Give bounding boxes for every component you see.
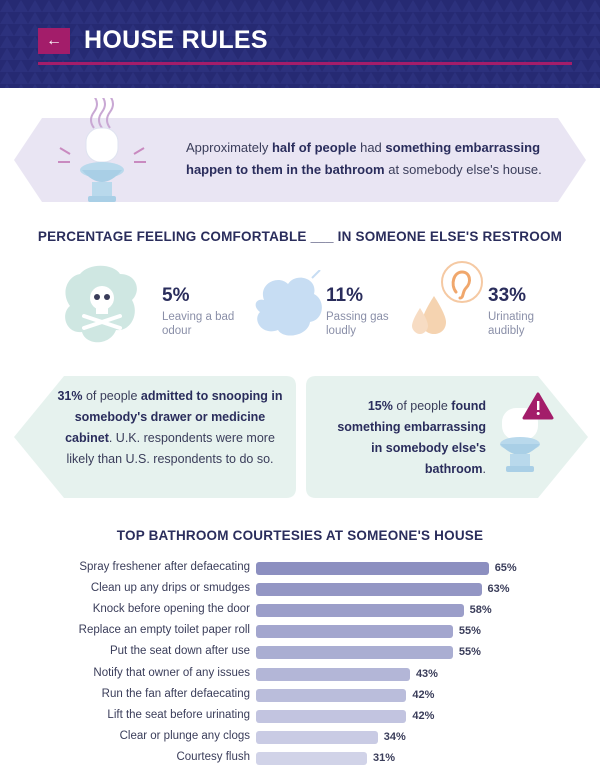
bar-label: Spray freshener after defaecating	[79, 561, 250, 573]
header	[0, 0, 600, 88]
bar-label: Run the fan after defaecating	[101, 687, 250, 700]
stat-urinating-value: 33%	[488, 285, 527, 306]
stats-section-title: PERCENTAGE FEELING COMFORTABLE ___ IN SOMEONE ELSE'S RESTROOM	[37, 229, 563, 244]
ear-drops-icon	[410, 260, 486, 344]
toilet-icon	[52, 98, 152, 204]
stat-gas-label: Passing gas loudly	[326, 311, 389, 337]
bar-value: 43%	[415, 667, 438, 680]
header-divider	[38, 62, 572, 65]
bar	[256, 710, 406, 723]
gas-cloud-icon	[250, 270, 326, 342]
bar-label: Replace an empty toilet paper roll	[78, 624, 250, 637]
bar-label: Put the seat down after use	[109, 645, 250, 658]
bar	[256, 562, 489, 575]
bar-value: 42%	[412, 709, 435, 722]
bar	[256, 604, 464, 617]
bar	[256, 583, 482, 596]
bar-value: 34%	[383, 730, 406, 743]
bar-label: Knock before opening the door	[92, 603, 250, 616]
bar	[256, 668, 410, 681]
bar-value: 63%	[487, 583, 510, 596]
toilet-warning-icon	[496, 392, 556, 476]
bar	[256, 625, 453, 638]
bar-label: Lift the seat before urinating	[107, 708, 250, 721]
stat-odour-value: 5%	[162, 285, 190, 306]
stat-gas-value: 11%	[326, 285, 363, 306]
page-title: HOUSE RULES	[84, 26, 268, 54]
bar-value: 42%	[412, 688, 435, 701]
bar-label: Clear or plunge any clogs	[119, 729, 250, 742]
bar-value: 65%	[494, 562, 517, 574]
bar-label: Courtesy flush	[176, 750, 250, 763]
bar-value: 55%	[458, 646, 481, 659]
bar	[256, 752, 367, 765]
bar-value: 31%	[372, 751, 395, 764]
bar	[256, 731, 378, 744]
info-right-text: 15% of people found something embarrassing in somebody else's bathroom.	[337, 399, 486, 476]
stat-odour-label: Leaving a bad odour	[162, 311, 235, 337]
chart-title: TOP BATHROOM COURTESIES AT SOMEONE'S HOUSE	[116, 528, 484, 543]
stat-odour	[162, 285, 242, 338]
bar	[256, 689, 406, 702]
back-button[interactable]	[38, 28, 70, 54]
bar-label: Notify that owner of any issues	[93, 666, 250, 679]
bar-label: Clean up any drips or smudges	[90, 582, 250, 595]
banner-text: Approximately half of people had something embarrassing happen to them in the bathroom at somebody else's house.	[186, 140, 542, 177]
bar-value: 55%	[458, 625, 481, 638]
stat-gas	[326, 285, 406, 338]
stat-urinating	[488, 285, 568, 338]
stat-urinating-label: Urinating audibly	[488, 311, 535, 337]
info-left-text: 31% of people admitted to snooping in somebody's drawer or medicine cabinet. U.K. respondents were more likely than U.S. respondents to do so.	[57, 389, 283, 466]
bar	[256, 646, 453, 659]
skull-odour-icon	[60, 262, 144, 350]
arrow-left-icon: ←	[46, 32, 62, 49]
bar-value: 58%	[469, 604, 492, 617]
